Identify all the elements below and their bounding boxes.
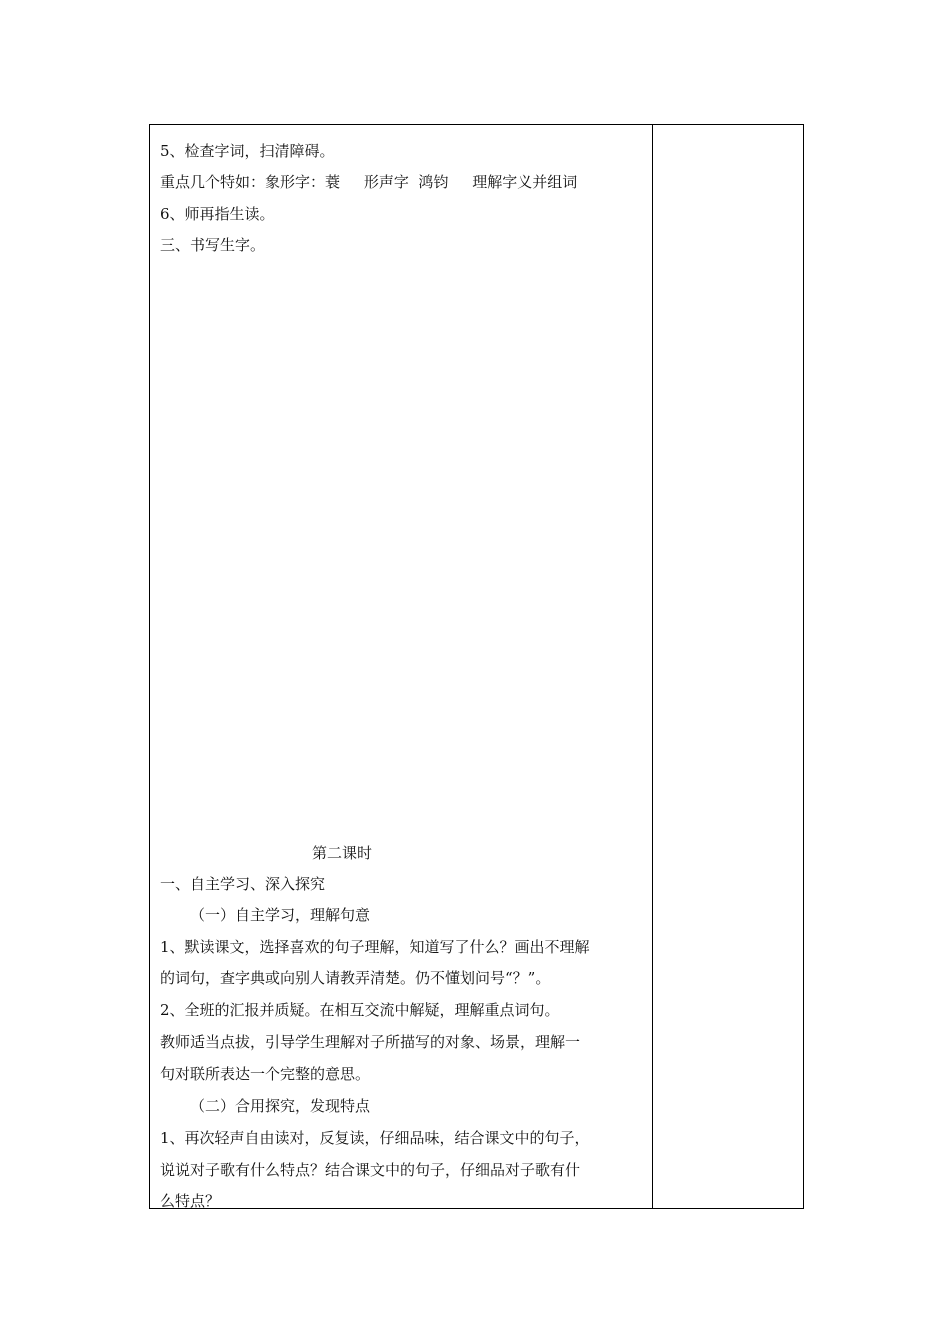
notes-cell bbox=[654, 125, 803, 1208]
item-1-line-1: 1、默读课文，选择喜欢的句子理解，知道写了什么？画出不理解 bbox=[160, 938, 590, 956]
item-3-line-1: 1、再次轻声自由读对，反复读，仔细品味，结合课文中的句子， bbox=[160, 1129, 590, 1147]
step-6-text: 6、师再指生读。 bbox=[160, 205, 275, 223]
second-lesson-title: 第二课时 bbox=[312, 844, 373, 862]
main-content-cell bbox=[160, 125, 646, 1208]
item-3-line-2: 说说对子歌有什么特点？结合课文中的句子，仔细品对子歌有什 bbox=[160, 1161, 581, 1179]
column-divider bbox=[652, 125, 653, 1208]
section-3-heading: 三、书写生字。 bbox=[160, 236, 266, 254]
key-characters-text: 重点几个特如：象形字：蓑 形声字 鸿钧 理解字义并组词 bbox=[160, 173, 578, 191]
teacher-guidance-line-1: 教师适当点拔，引导学生理解对子所描写的对象、场景，理解一 bbox=[160, 1033, 581, 1051]
subsection-1-heading: （一）自主学习，理解句意 bbox=[190, 906, 371, 924]
item-3-line-3: 么特点？ bbox=[160, 1192, 221, 1210]
lesson-plan-table bbox=[149, 124, 804, 1209]
item-2-text: 2、全班的汇报并质疑。在相互交流中解疑，理解重点词句。 bbox=[160, 1001, 560, 1019]
item-1-line-2: 的词句，查字典或向别人请教弄清楚。仍不懂划问号“？”。 bbox=[160, 969, 551, 987]
section-1-heading: 一、自主学习、深入探究 bbox=[160, 875, 326, 893]
subsection-2-heading: （二）合用探究，发现特点 bbox=[190, 1097, 371, 1115]
step-5-text: 5、检查字词，扫清障碍。 bbox=[160, 142, 335, 160]
teacher-guidance-line-2: 句对联所表达一个完整的意思。 bbox=[160, 1065, 371, 1083]
